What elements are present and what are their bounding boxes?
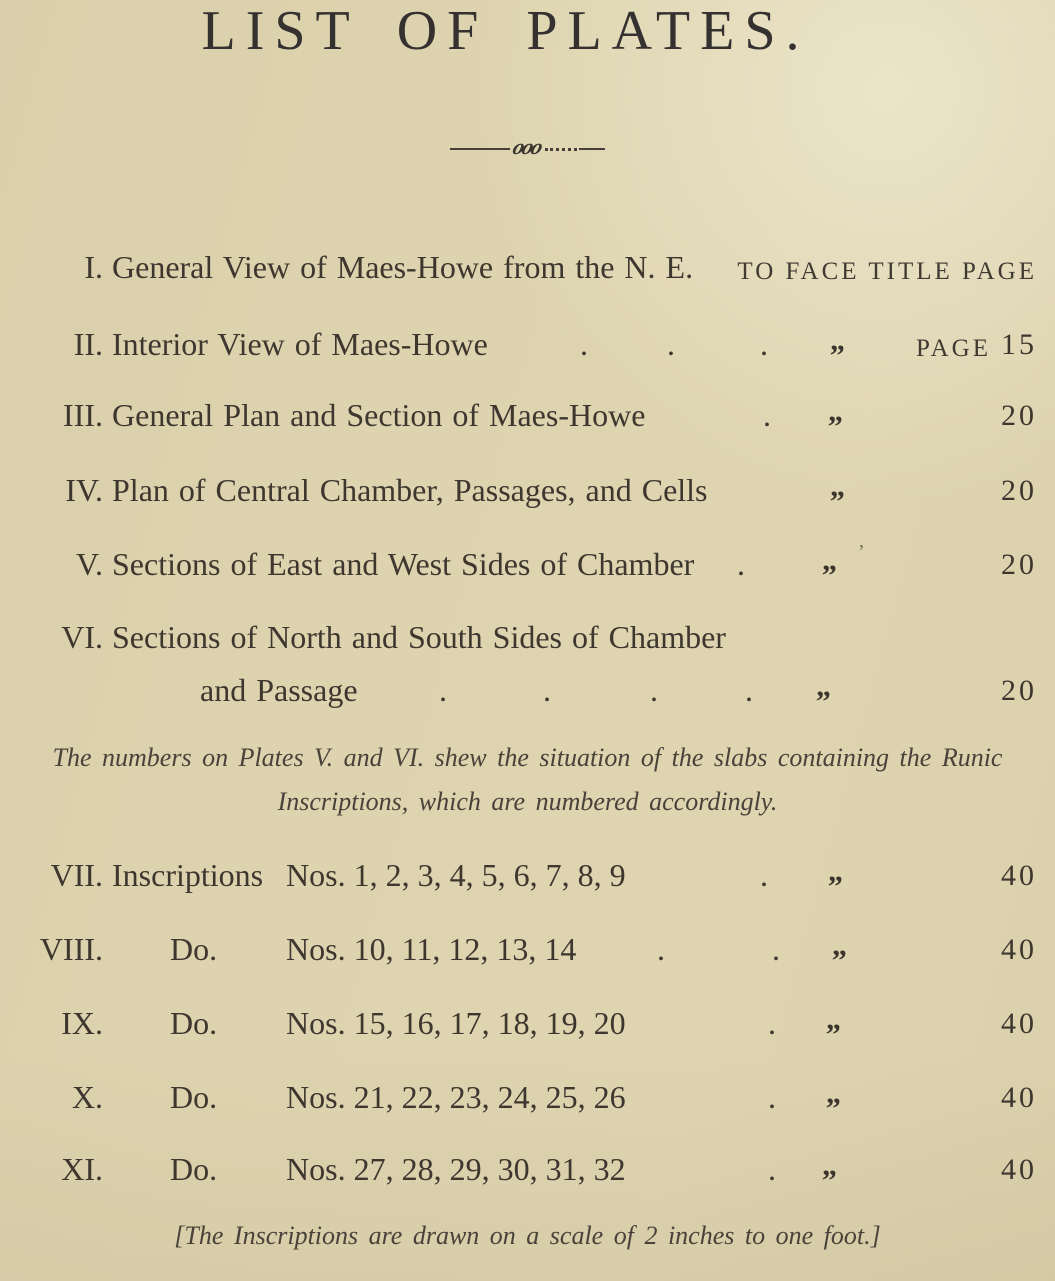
plate-row-11 [0, 1146, 1055, 1192]
plate-row-9 [0, 1000, 1055, 1046]
divider-line-left [450, 148, 510, 150]
plate-numeral: VIII. [39, 931, 103, 967]
plate-numeral: III. [63, 397, 103, 433]
plate-row-5 [0, 541, 1055, 587]
leader-dot: . [768, 1079, 776, 1115]
ditto-mark: „ [832, 929, 847, 962]
ditto-mark: „ [826, 1003, 841, 1036]
ditto-mark: „ [828, 855, 843, 888]
plate-numeral: VI. [61, 619, 103, 655]
plate-title: General Plan and Section of Maes-Howe [112, 397, 646, 433]
leader-dot: . [768, 1005, 776, 1041]
divider-ornament: ooo [509, 134, 545, 159]
runic-note-line2: Inscriptions, which are numbered accordingly. [277, 787, 778, 816]
divider-line-right [579, 148, 605, 150]
plate-title: Interior View of Maes-Howe [112, 326, 488, 362]
leader-dot: . [760, 857, 768, 893]
page-number: 20 [1001, 548, 1037, 581]
plate-numeral: IV. [65, 472, 103, 508]
runic-note-line1: The numbers on Plates V. and VI. shew the situation of the slabs containing the Runic [52, 743, 1003, 772]
plate-row-6-continued [0, 667, 1055, 713]
ditto-mark: „ [828, 395, 843, 428]
divider-dashes [545, 148, 577, 151]
ornament-divider [0, 134, 1055, 160]
leader-dot: . [580, 326, 588, 362]
plate-numeral: I. [84, 249, 103, 285]
page-number: 20 [1001, 474, 1037, 507]
plate-title: Sections of North and South Sides of Chamber [112, 619, 726, 655]
plate-row-10 [0, 1074, 1055, 1120]
plate-row-3 [0, 392, 1055, 438]
page-number: 40 [1001, 933, 1037, 966]
plate-row-7 [0, 852, 1055, 898]
page-number: 20 [1001, 399, 1037, 432]
plate-title: Inscriptions [112, 857, 264, 893]
leader-dot: . [657, 931, 665, 967]
plate-row-4 [0, 467, 1055, 513]
stray-mark: ’ [858, 541, 865, 563]
inscription-numbers: Nos. 1, 2, 3, 4, 5, 6, 7, 8, 9 [286, 857, 626, 893]
leader-dot: . [763, 397, 771, 433]
leader-dot: . [745, 672, 753, 708]
page-reference: TO FACE TITLE PAGE [737, 258, 1037, 285]
leader-dot: . [439, 672, 447, 708]
plate-row-6 [0, 614, 1055, 660]
page-number: 40 [1001, 1081, 1037, 1114]
plate-row-1 [0, 244, 1055, 290]
plate-title-continued: and Passage [200, 672, 358, 708]
leader-dot: . [768, 1151, 776, 1187]
inscription-numbers: Nos. 15, 16, 17, 18, 19, 20 [286, 1005, 626, 1041]
ditto-label: Do. [170, 1079, 218, 1115]
leader-dot: . [543, 672, 551, 708]
page-number: 40 [1001, 859, 1037, 892]
ditto-label: Do. [170, 1005, 218, 1041]
leader-dot: . [760, 326, 768, 362]
plate-title: General View of Maes-Howe from the N. E. [112, 249, 694, 285]
ditto-mark: „ [830, 324, 845, 357]
ditto-label: Do. [170, 1151, 218, 1187]
plate-numeral: IX. [61, 1005, 103, 1041]
plate-title: Sections of East and West Sides of Chamber [112, 546, 695, 582]
plate-numeral: X. [71, 1079, 103, 1115]
page-number: 40 [1001, 1007, 1037, 1040]
leader-dot: . [737, 546, 745, 582]
plate-title: Plan of Central Chamber, Passages, and Cells [112, 472, 708, 508]
leader-dot: . [772, 931, 780, 967]
plate-row-2 [0, 321, 1055, 367]
plate-numeral: VII. [50, 857, 103, 893]
ditto-label: Do. [170, 931, 218, 967]
ditto-mark: „ [826, 1077, 841, 1110]
scale-note: [The Inscriptions are drawn on a scale of 2 inches to one foot.] [174, 1221, 881, 1250]
plate-numeral: II. [73, 326, 103, 362]
page-number: 40 [1001, 1153, 1037, 1186]
ditto-mark: „ [830, 470, 845, 503]
plate-row-8 [0, 926, 1055, 972]
ditto-mark: „ [822, 544, 837, 577]
ditto-mark: „ [822, 1149, 837, 1182]
plate-numeral: XI. [61, 1151, 103, 1187]
inscription-numbers: Nos. 10, 11, 12, 13, 14 [286, 931, 577, 967]
page-word: PAGE [916, 335, 991, 362]
page-number: 20 [1001, 674, 1037, 707]
ditto-mark: „ [816, 670, 831, 703]
leader-dot: . [650, 672, 658, 708]
plate-numeral: V. [76, 546, 103, 582]
page-number: 15 [1001, 328, 1037, 361]
inscription-numbers: Nos. 27, 28, 29, 30, 31, 32 [286, 1151, 626, 1187]
leader-dot: . [667, 326, 675, 362]
page-title: LIST OF PLATES. [201, 0, 810, 62]
inscription-numbers: Nos. 21, 22, 23, 24, 25, 26 [286, 1079, 626, 1115]
